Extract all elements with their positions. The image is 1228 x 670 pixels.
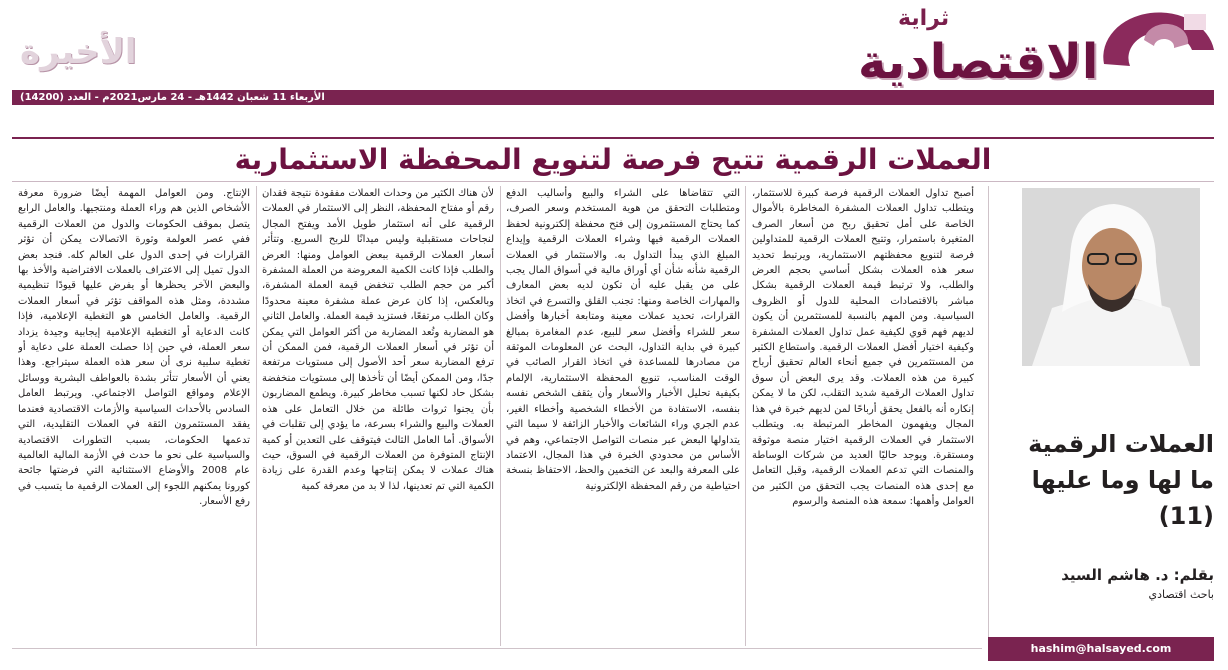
- article-column-3: لأن هناك الكثير من وحدات العملات مفقودة نتيجة فقدان رقم أو مفتاح المحفظة، النظر إلى الاستثمار في العملات الرقمية على أنه استثمار طويل الأمد ويفتح المجال لنجاحات مستقبلية وليس ميدانًا للربح السريع. وتتأثر أسعار العملات الرقمية ببعض العوامل ومنها: العرض والطلب فإذا كانت الكمية المعروضة من العملة المشفرة أكبر من حجم الطلب تنخفض قيمة العملة المشفرة، وبالعكس، إذا كان عرض عملة مشفرة معينة محدودًا وكان الطلب مرتفعًا، فستزيد قيمة العملة. والعامل الثاني هو المضاربة وتُعد المضاربة من أكثر العوامل التي يمكن أن تؤثر في أسعار العملات الرقمية، فمن الممكن أن ترفع المضاربة سعر أحد الأصول إلى مستويات مرتفعة جدًا، ومن الممكن أيضًا أن تأخذها إلى مستويات منخفضة بشكل حاد لكنها تسبب مخاطر كبيرة. ويطمع المضاربون بأن يجنوا ثروات طائلة من خلال التعامل على هذه العملات والبيع والشراء بسرعة، ما يؤدي إلى تقلبات في الأسواق. أما العامل الثالث فيتوقف على التعدين أو كمية الإنتاج المتوفرة من العملات الرقمية في السوق، حيث هناك عملات لا يمكن إنتاجها وعدم القدرة على زيادة الكمية التي تم تعدينها، لذا لا بد من معرفة كمية: [262, 188, 494, 492]
- article-column-4: الإنتاج. ومن العوامل المهمة أيضًا ضرورة معرفة الأشخاص الذين هم وراء العملة ومنتجيها. والعامل الرابع يتصل بموقف الحكومات والدول من العملات الرقمية ففي عصر العولمة وثورة الاتصالات يمكن أن تؤثر القرارات في إحدى الدول على العالم كله. فنجد بعض الدول تميل إلى الاعتراف بالعملات الافتراضية والأخذ بها والبعض الآخر يحظرها أو يفرض عليها قيودًا تنظيمية مشددة، ومثل هذه المواقف تؤثر في أسعار العملات الرقمية. والعامل الخامس هو التغطية الإعلامية، فإذا كانت الدعاية أو التغطية الإعلامية إيجابية وجيدة يزداد سعر العملة، في حين إذا حصلت العملة على دعاية أو تغطية سلبية نرى أن سعر هذه العملة سيتراجع. وهذا يعني أن الأسعار تتأثر بشدة بالعواطف البشرية ووسائل الإعلام ومواقع التواصل الاجتماعي. ويرتبط العامل السادس بالأحداث السياسية والأزمات الاقتصادية فعندما يفقد المستثمرون الثقة في العملات التقليدية، التي تدعمها الحكومات، بسبب التطورات الاقتصادية والسياسية على نحو ما حدث في الأزمة المالية العالمية عام 2008 والأوضاع الاستثنائية التي فرضتها جائحة كورونا يمكنهم اللجوء إلى العملات الرقمية ما يتسبب في رفع الأسعار.: [18, 188, 250, 508]
- author-byline: بقلم: د. هاشم السيد: [1061, 566, 1214, 584]
- dateline-text: الأربعاء 11 شعبان 1442هـ - 24 مارس2021م - العدد (14200): [20, 92, 325, 103]
- newspaper-logo: [858, 4, 1224, 96]
- dateline-bar: [12, 90, 1214, 105]
- author-email[interactable]: hashim@halsayed.com: [988, 637, 1214, 661]
- person-portrait-icon: [1022, 188, 1200, 366]
- author-photo: [1022, 188, 1200, 366]
- footer-rule: [12, 648, 982, 649]
- column-divider: [745, 186, 746, 646]
- article-column-1: أصبح تداول العملات الرقمية فرصة كبيرة للاستثمار، ويتطلب تداول العملات المشفرة المخاطرة بالأموال الخاصة على أمل تحقيق ربح من أسعار الصرف المتغيرة باستمرار، وتتيح العملات الرقمية للمتداولين فرصة لتنويع محفظتهم الاستثمارية، ويرتبط تحديد سعر هذه العملات بشكل أساسي بحجم العرض والطلب، ولا ترتبط قيمة العملات الرقمية بشكل مباشر بالاقتصادات المحلية للدول أو الظروف السياسية. ومن المهم بالنسبة للمستثمرين أن يكون لديهم فهم قوي لكيفية عمل تداول العملات المشفرة وكيفية اختيار أفضل العملات الرقمية. واستطاع الكثير من المستثمرين في جميع أنحاء العالم تحقيق أرباح كبيرة من هذه العملات. وقد يرى البعض أن سوق تداول العملات الرقمية شديد التقلب، لكن ما لا يمكن إنكاره أنه بالفعل يحقق أرباحًا لمن لديهم خبرة في هذا المجال ويفهمون المخاطر المرتبطة به. ويتطلب الاستثمار في العملات الرقمية اختيار منصة موثوقة ومستقرة. ويوجد حاليًا العديد من شركات الوساطة والمنصات التي تدعم العملات الرقمية، وقبل التعامل مع إحدى هذه المنصات يجب التحقق من الكثير من العوامل وأهمها: سمعة هذه المنصة والرسوم: [752, 188, 974, 508]
- author-role: باحث اقتصادي: [1148, 588, 1214, 601]
- logo-main-text: الاقتصادية: [858, 34, 1099, 90]
- headline-bar: [12, 137, 1214, 182]
- article-headline: العملات الرقمية تتيح فرصة لتنويع المحفظة الاستثمارية: [234, 143, 992, 176]
- series-title: العملات الرقمية ما لها وما عليها (11): [1028, 430, 1214, 530]
- column-divider: [500, 186, 501, 646]
- logo-small-text: ثراية: [898, 6, 950, 31]
- logo-mark-icon: [1084, 4, 1224, 96]
- column-divider: [256, 186, 257, 646]
- article-column-2: التي تتقاضاها على الشراء والبيع وأساليب الدفع ومتطلبات التحقق من هوية المستخدم وسعر الصرف، كما يحتاج المستثمرون إلى فتح محفظة إلكترونية لحفظ العملات الرقمية فيها وشراء العملات الرقمية وإيداع المبلغ الذي يبدأ التداول به. والاستثمار في العملات الرقمية شأنه شأن أي أوراق مالية في أسواق المال يجب على من يقبل عليه أن تكون لديه بعض المعارف والمهارات الخاصة ومنها: تجنب القلق والتسرع في اتخاذ القرارات، تحديد عملات معينة ومتابعة أخبارها وأفضل سعر للشراء وأفضل سعر للبيع، عدم المغامرة بمبالغ كبيرة في بداية التداول، البحث عن المعلومات الموثقة من مصادرها للمساعدة في اتخاذ القرار الصائب في الوقت المناسب، تنويع المحفظة الاستثمارية، الإلمام بكيفية تحليل الأخبار والأسعار وأن يثقف الشخص نفسه بنفسه، الاستفادة من الأخطاء الشخصية وأخطاء الغير، عدم الجري وراء الشائعات والأخبار الزائفة لا سيما التي يتداولها البعض عبر منصات التواصل الاجتماعي، وهم في الأساس من محدودي الخبرة في هذا المجال، الاعتماد على المعرفة والبعد عن التخمين والحظ، الاحتفاظ بنسخة احتياطية من رقم المحفظة الإلكترونية: [506, 188, 740, 492]
- section-label: الأخيرة: [20, 32, 137, 72]
- column-divider: [988, 186, 989, 646]
